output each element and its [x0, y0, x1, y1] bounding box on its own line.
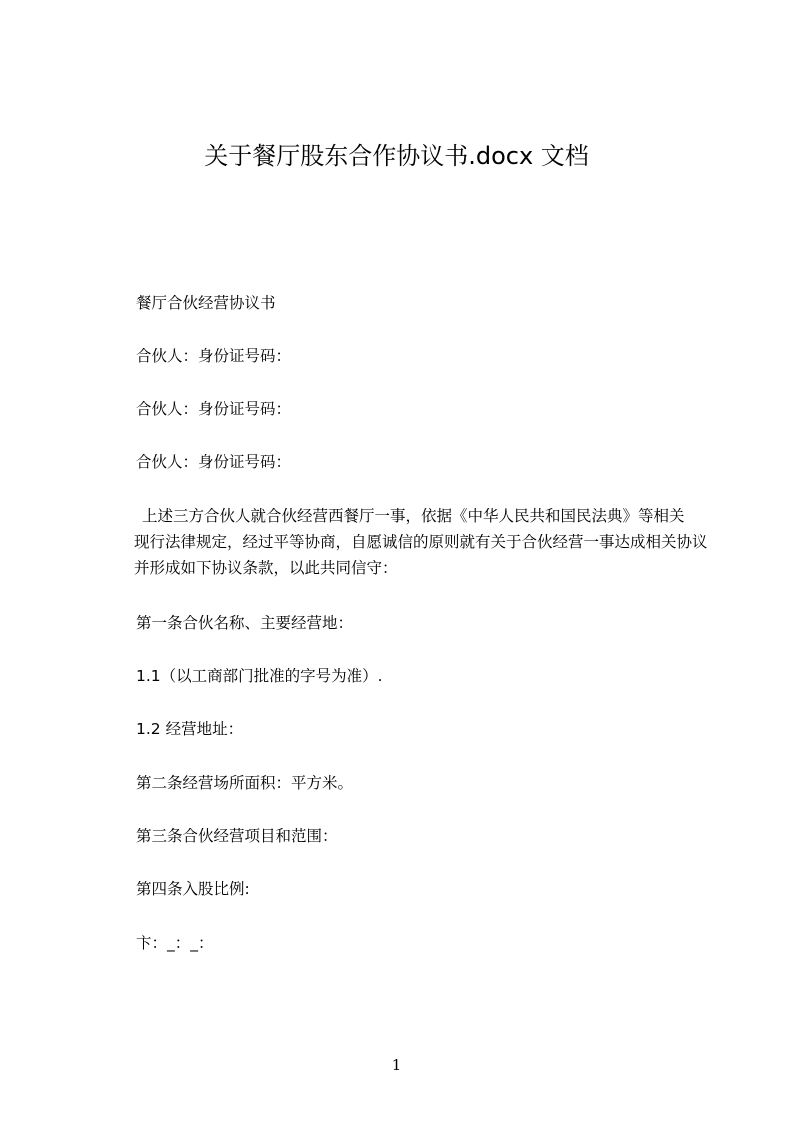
clause-4: 第四条入股比例: [136, 880, 250, 898]
clause-1-2: 1.2 经营地址： [136, 720, 244, 738]
preamble-paragraph [134, 503, 714, 581]
agreement-heading: 餐厅合伙经营协议书 [136, 294, 276, 312]
document-title: 关于餐厅股东合作协议书.docx 文档 [204, 142, 589, 170]
clause-4-line: 卞：_：_： [136, 934, 214, 952]
clause-3: 第三条合伙经营项目和范围： [136, 827, 338, 845]
clause-1-1: 1.1（以工商部门批准的字号为准）. [136, 667, 383, 685]
preamble-line-3: 并形成如下协议条款，以此共同信守： [134, 559, 398, 577]
preamble-line-1: 上述三方合伙人就合伙经营西餐厅一事，依据《中华人民共和国民法典》等相关 [142, 507, 685, 525]
partner-line-2: 合伙人：身份证号码： [136, 400, 292, 418]
clause-1-heading: 第一条合伙名称、主要经营地： [136, 614, 354, 632]
page-number: 1 [391, 1056, 402, 1074]
preamble-line-2: 现行法律规定，经过平等协商，自愿诚信的原则就有关于合伙经营一事达成相关协议 [134, 533, 708, 551]
clause-2: 第二条经营场所面积：平方米。 [136, 774, 354, 792]
partner-line-1: 合伙人：身份证号码： [136, 347, 292, 365]
partner-line-3: 合伙人：身份证号码： [136, 453, 292, 471]
